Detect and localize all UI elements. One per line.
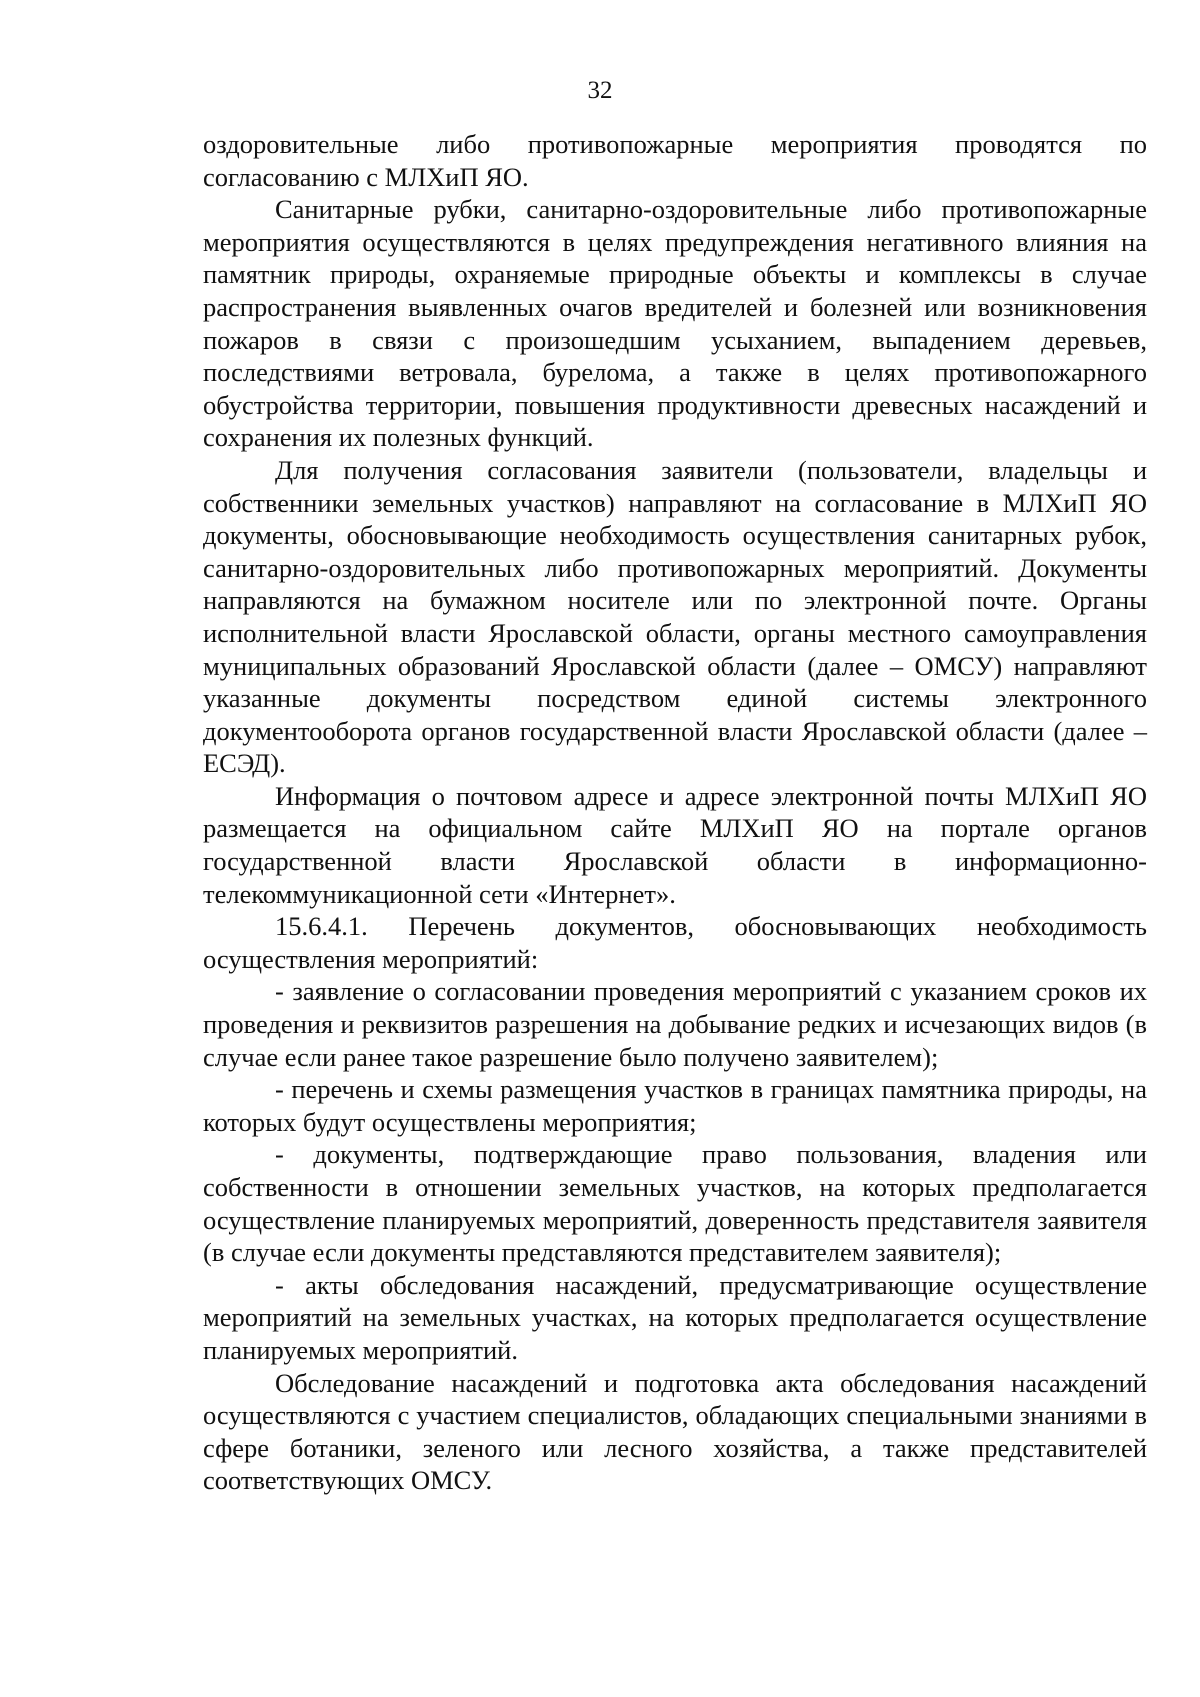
list-item-2: - перечень и схемы размещения участков в границах памятника природы, на которых будут осуществлены мероприятия; <box>203 1074 1147 1137</box>
page-number: 32 <box>587 77 613 104</box>
list-item-1: - заявление о согласовании проведения мероприятий с указанием сроков их проведения и реквизитов разрешения на добывание редких и исчезающих видов (в случае если ранее такое разрешение было получено заявителем); <box>203 976 1147 1072</box>
paragraph-5-section-heading: 15.6.4.1. Перечень документов, обосновывающих необходимость осуществления мероприятий: <box>203 911 1147 974</box>
paragraph-3: Для получения согласования заявители (пользователи, владельцы и собственники земельных участков) направляют на согласование в МЛХиП ЯО документы, обосновывающие необходимость осуществления санитарных рубок, санитарно-оздоровительных либо противопожарных мероприятий. Документы направляются на бумажном носителе или по электронной почте. Органы исполнительной власти Ярославской области, органы местного самоуправления муниципальных образований Ярославской области (далее – ОМСУ) направляют указанные документы посредством единой системы электронного документооборота органов государственной власти Ярославской области (далее – ЕСЭД). <box>203 454 1147 779</box>
paragraph-final: Обследование насаждений и подготовка акта обследования насаждений осуществляются с участием специалистов, обладающих специальными знаниями в сфере ботаники, зеленого или лесного хозяйства, а также представителей соответствующих ОМСУ. <box>203 1367 1147 1496</box>
list-item-4: - акты обследования насаждений, предусматривающие осуществление мероприятий на земельных участках, на которых предполагается осуществление планируемых мероприятий. <box>203 1269 1147 1365</box>
paragraph-4: Информация о почтовом адресе и адресе электронной почты МЛХиП ЯО размещается на официальном сайте МЛХиП ЯО на портале органов государственной власти Ярославской области в информационно-телекоммуникационной сети «Интернет». <box>203 780 1147 909</box>
paragraph-1: оздоровительные либо противопожарные мероприятия проводятся по согласованию с МЛХиП ЯО. <box>203 129 1147 192</box>
list-item-3: - документы, подтверждающие право пользования, владения или собственности в отношении земельных участков, на которых предполагается осуществление планируемых мероприятий, доверенность представителя заявителя (в случае если документы представляются представителем заявителя); <box>203 1139 1147 1268</box>
paragraph-2: Санитарные рубки, санитарно-оздоровительные либо противопожарные мероприятия осуществляются в целях предупреждения негативного влияния на памятник природы, охраняемые природные объекты и комплексы в случае распространения выявленных очагов вредителей и болезней или возникновения пожаров в связи с произошедшим усыханием, выпадением деревьев, последствиями ветровала, бурелома, а также в целях противопожарного обустройства территории, повышения продуктивности древесных насаждений и сохранения их полезных функций. <box>203 194 1147 453</box>
document-body <box>203 128 1147 1497</box>
